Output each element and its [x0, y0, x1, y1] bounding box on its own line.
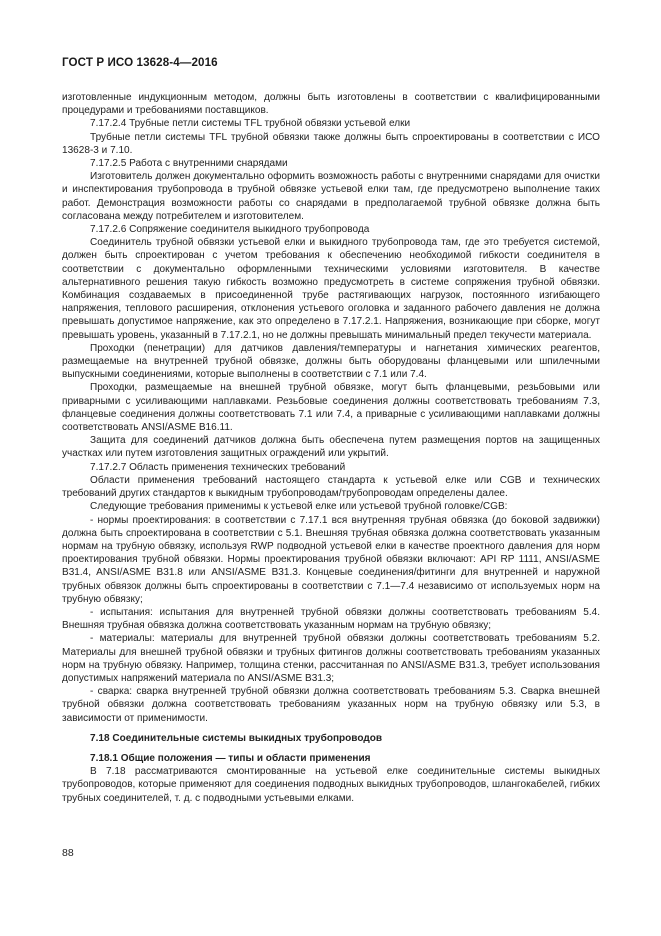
paragraph: Проходки (пенетрации) для датчиков давления/температуры и нагнетания химических реагентов, размещаемые на внутренней трубной обвязке, должны быть оборудованы фланцевыми или шпилечными выпускными соединениями, которые выполнены в соответствии с 7.1 или 7.4.	[62, 342, 600, 381]
list-item: - испытания: испытания для внутренней трубной обвязки должны соответствовать требованиям 5.4. Внешняя трубная обвязка должна соответствовать указанным нормам на трубную обвязку;	[62, 606, 600, 632]
paragraph: Защита для соединений датчиков должна быть обеспечена путем размещения портов на защищенных участках или путем изготовления защитных ограждений или укрытий.	[62, 435, 600, 460]
clause-heading-7-17-2-7: 7.17.2.7 Область применения технических требований	[90, 461, 346, 473]
list-item: - нормы проектирования: в соответствии с 7.17.1 вся внутренняя трубная обвязка (до боковой задвижки) должна быть спроектирована в соответствии с 5.1. Внешняя трубная обвязка должна соответствовать указанным нормам на трубную обвязку, используя RWP подводной устьевой елки в качестве проектного давления для норм проектирования трубной обвязки. Нормы проектирования трубной обвязки включают: API RP 1111, ANSI/ASME B31.4, ANSI/ASME B31.8 или ANSI/ASME B31.3. Концевые соединения/фитинги для внутренней и наружной трубных обвязок должны быть спроектированы в соответствии с 7.1—7.4 независимо от используемых норм на трубную обвязку;	[62, 514, 600, 605]
paragraph: Проходки, размещаемые на внешней трубной обвязке, могут быть фланцевыми, резьбовыми или приварными с усиливающими наплавками. Резьбовые соединения должны соответствовать требованиям 7.3, фланцевые соединения должны соответствовать 7.1 или 7.4, а приварные с усиливающими наплавками должны соответствовать ANSI/ASME B16.11.	[62, 382, 600, 434]
clause-heading-7-17-2-4: 7.17.2.4 Трубные петли системы TFL трубной обвязки устьевой елки	[90, 118, 411, 130]
section-subtitle: 7.18.1 Общие положения — типы и области применения	[90, 752, 371, 764]
list-item: - сварка: сварка внутренней трубной обвязки должна соответствовать требованиям 5.3. Сварка внешней трубной обвязки должна соответствовать требованиям указанных норм на трубную обвязку или 5.3, в зависимости от применимости.	[62, 686, 600, 724]
paragraph: Изготовитель должен документально оформить возможность работы с внутренними снарядами для очистки и инспектирования трубопровода в трубной обвязке устьевой елки там, где предусмотрено выполнение таких работ. Демонстрация возможности работы со снарядами в предполагаемой трубной обвязке должна быть согласована между потребителем и изготовителем.	[62, 171, 600, 222]
paragraph: изготовленные индукционным методом, должны быть изготовлены в соответствии с квалифицированными процедурами и требованиями поставщиков.	[62, 92, 600, 117]
list-item: - материалы: материалы для внутренней трубной обвязки должны соответствовать требованиям 5.2. Материалы для внешней трубной обвязки и трубных фитингов должны соответствовать требованиям указанных норм на трубную обвязку. Например, толщина стенки, рассчитанная по ANSI/ASME B31.3, требует использования допустимых напряжений материала по ANSI/ASME B31.3;	[62, 633, 600, 684]
paragraph: Соединитель трубной обвязки устьевой елки и выкидного трубопровода там, где это требуется системой, должен быть спроектирован с учетом требования к обеспечению необходимой гибкости соединителя в соответствии с документально оформленными техническими условиями изготовителя. В качестве альтернативного решения такую гибкость возможно предусмотреть в системе сопряжения трубной обвязки. Комбинация создаваемых в присоединенной трубе растягивающих нагрузок, постоянного изгибающего напряжения, теплового расширения, отклонения устьевого оголовка и заданного рабочего давления не должна превышать допустимое напряжение, как это определено в 7.17.2.1. Напряжения, возникающие при сборке, могут превышать уровень, указанный в 7.17.2.1, но не должны превышать минимальный предел текучести материала.	[62, 237, 600, 341]
document-header: ГОСТ Р ИСО 13628-4—2016	[62, 56, 218, 69]
page-number: 88	[62, 847, 74, 859]
paragraph: В 7.18 рассматриваются смонтированные на устьевой елке соединительные системы выкидных трубопроводов, которые применяют для соединения подводных выкидных трубопроводов, шлангокабелей, гибких трубных соединителей, т. д. с подводными устьевыми елками.	[62, 766, 600, 804]
paragraph: Следующие требования применимы к устьевой елке или устьевой трубной головке/CGB:	[90, 501, 508, 513]
paragraph: Области применения требований настоящего стандарта к устьевой елке или CGB и технических требований других стандартов к выкидным трубопроводам/трубопроводам определены далее.	[62, 474, 600, 500]
document-body	[62, 91, 600, 805]
paragraph: Трубные петли системы TFL трубной обвязки также должны быть спроектированы в соответствии с ИСО 13628-3 и 7.10.	[62, 131, 600, 156]
clause-heading-7-17-2-6: 7.17.2.6 Сопряжение соединителя выкидного трубопровода	[90, 224, 370, 236]
clause-heading-7-17-2-5: 7.17.2.5 Работа с внутренними снарядами	[90, 158, 288, 170]
section-title: 7.18 Соединительные системы выкидных трубопроводов	[90, 732, 383, 744]
